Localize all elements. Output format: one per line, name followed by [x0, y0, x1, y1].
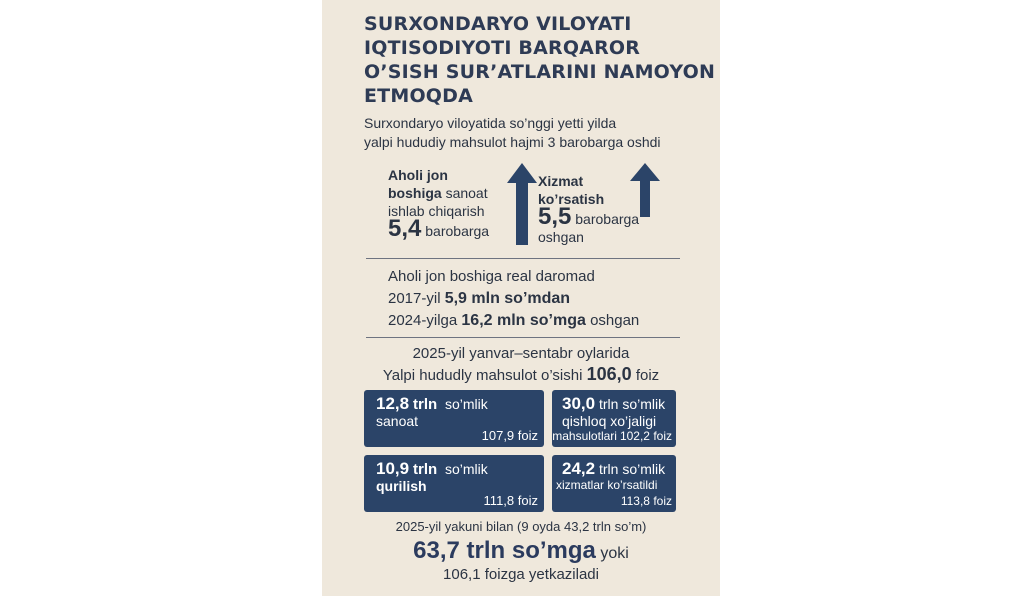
stat-label: ko’rsatish — [538, 191, 605, 207]
income-year: 2017-yil — [388, 290, 441, 307]
card-unit: trln — [412, 461, 438, 478]
card-value: 24,2 — [562, 459, 596, 478]
card-currency: so’mlik — [622, 396, 666, 412]
stat-unit: barobarga — [575, 211, 640, 227]
income-year: 2024-yilga — [388, 312, 458, 329]
period-heading: 2025-yil yanvar–sentabr oylarida — [412, 345, 630, 362]
page-title — [364, 12, 716, 108]
stat-value: 5,4 — [388, 215, 422, 242]
stat-unit: barobarga — [425, 223, 490, 239]
stat-label: sanoat — [445, 185, 488, 201]
industry-per-capita-stat — [388, 166, 508, 240]
sector-card-industry — [364, 390, 544, 447]
grp-growth-label: Yalpi hududly mahsulot o’sishi — [382, 367, 583, 384]
up-arrow-icon — [507, 163, 537, 245]
title-line: ETMOQDA — [364, 85, 474, 107]
up-arrow-icon — [630, 163, 660, 217]
title-line: SURXONDARYO VILOYATI — [364, 13, 632, 35]
income-label: oshgan — [590, 312, 640, 329]
income-value: 16,2 mln so’mga — [461, 312, 586, 329]
stat-label: oshgan — [538, 229, 584, 245]
card-currency: so’mlik — [622, 461, 666, 477]
sector-card-agriculture — [552, 390, 676, 447]
title-line: O’SISH SUR’ATLARINI NAMOYON — [364, 61, 716, 83]
card-sector: sanoat — [376, 413, 419, 429]
income-heading: Aholi jon boshiga real daromad — [388, 268, 595, 285]
card-percent: 113,8 foiz — [620, 494, 672, 508]
forecast-heading: 2025-yil yakuni bilan (9 oyda 43,2 trln so’m) — [395, 519, 647, 534]
divider — [366, 337, 680, 338]
subtitle-line: yalpi hududiy mahsulot hajmi 3 barobarga oshdi — [364, 134, 661, 150]
card-percent: 111,8 foiz — [483, 493, 538, 508]
stat-label: Xizmat — [538, 173, 584, 189]
income-value: 5,9 mln so’mdan — [444, 290, 571, 307]
sector-card-services — [552, 455, 676, 512]
card-label: mahsulotlari — [552, 429, 617, 443]
divider — [366, 258, 680, 259]
card-value: 12,8 — [376, 394, 410, 413]
card-unit: trln — [412, 396, 438, 413]
subtitle-line: Surxondaryo viloyatida so’nggi yetti yilda — [364, 115, 617, 131]
card-sector: qurilish — [376, 478, 427, 494]
grp-growth-line — [322, 364, 720, 386]
subtitle — [364, 114, 709, 152]
real-income-section — [388, 266, 688, 332]
card-value: 30,0 — [562, 394, 596, 413]
forecast-value-line — [322, 538, 720, 567]
card-percent: 107,9 foiz — [481, 428, 538, 443]
sector-card-construction — [364, 455, 544, 512]
forecast-percent: 106,1 foizga yetkaziladi — [443, 566, 599, 583]
card-unit: trln — [598, 461, 619, 477]
card-sector: qishloq xo’jaligi — [562, 413, 657, 429]
card-currency: so’mlik — [444, 461, 488, 477]
stat-label: boshiga — [388, 185, 442, 201]
stat-label: Aholi jon — [388, 167, 448, 183]
stat-value: 5,5 — [538, 203, 572, 230]
grp-growth-value: 106,0 — [586, 364, 632, 384]
grp-growth-unit: foiz — [635, 367, 660, 384]
card-value: 10,9 — [376, 459, 410, 478]
card-sector: xizmatlar ko’rsatildi — [556, 478, 658, 492]
forecast-connector: yoki — [600, 545, 629, 562]
card-percent: 102,2 foiz — [619, 429, 672, 443]
card-currency: so’mlik — [444, 396, 488, 412]
stat-label: ishlab chiqarish — [388, 203, 485, 219]
card-unit: trln — [598, 396, 619, 412]
forecast-value: 63,7 trln so’mga — [413, 537, 596, 564]
infographic-poster — [322, 0, 720, 596]
title-line: IQTISODIYOTI BARQAROR — [364, 37, 641, 59]
